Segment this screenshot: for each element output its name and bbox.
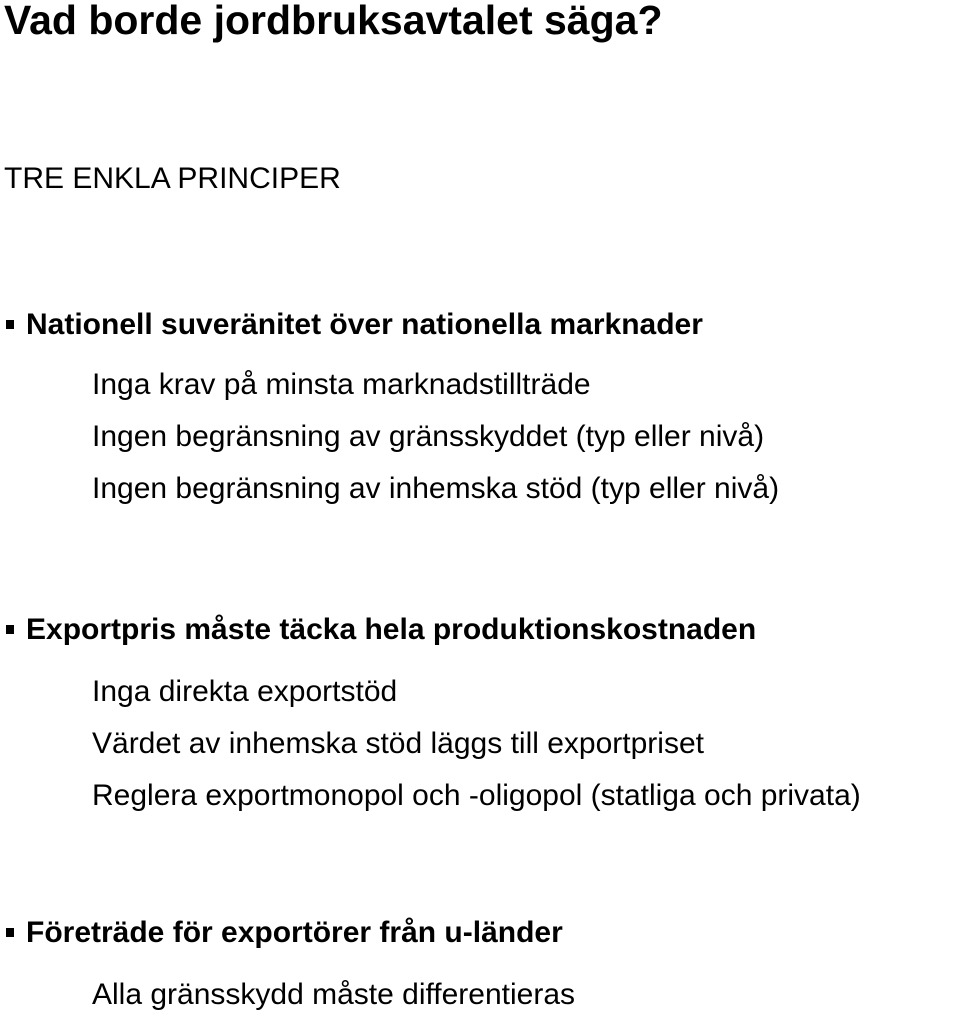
square-bullet-icon (6, 928, 14, 937)
principle-heading-text: Exportpris måste täcka hela produktionskostnaden (26, 613, 757, 646)
square-bullet-icon (6, 320, 14, 329)
principle-item: Ingen begränsning av inhemska stöd (typ eller nivå) (92, 472, 780, 505)
principle-item: Inga direkta exportstöd (92, 675, 398, 708)
principle-item: Reglera exportmonopol och -oligopol (statliga och privata) (92, 779, 861, 812)
principle-item: Alla gränsskydd måste differentieras (92, 978, 576, 1011)
principle-item: Ingen begränsning av gränsskyddet (typ eller nivå) (92, 420, 765, 453)
principle-heading-text: Nationell suveränitet över nationella marknader (26, 308, 703, 341)
principle-heading-text: Företräde för exportörer från u-länder (26, 916, 563, 949)
page-title: Vad borde jordbruksavtalet säga? (4, 0, 663, 43)
subtitle: TRE ENKLA PRINCIPER (4, 162, 341, 195)
principle-item: Värdet av inhemska stöd läggs till exportpriset (92, 727, 704, 760)
principle-item: Inga krav på minsta marknadstillträde (92, 368, 591, 401)
square-bullet-icon (6, 625, 14, 634)
